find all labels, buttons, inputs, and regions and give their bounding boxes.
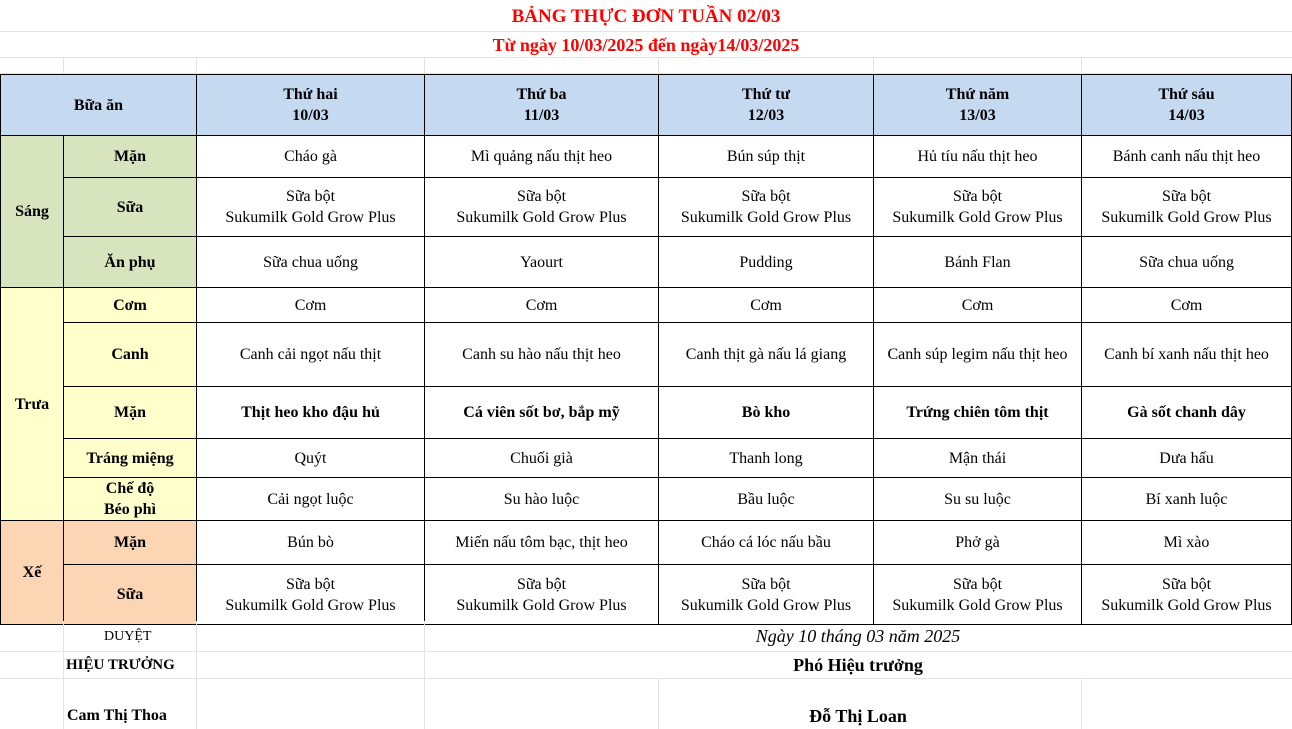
day-header-thu: Thứ năm 13/03 (874, 75, 1082, 136)
table-cell: Trứng chiên tôm thịt (874, 387, 1082, 439)
table-cell: Bún súp thịt (659, 136, 874, 178)
table-row (1, 136, 1292, 178)
table-row (1, 237, 1292, 288)
weekly-menu-table (0, 74, 1292, 625)
table-cell: Sữa bột Sukumilk Gold Grow Plus (874, 565, 1082, 625)
table-cell: Thanh long (659, 439, 874, 478)
table-cell: Sữa bột Sukumilk Gold Grow Plus (874, 178, 1082, 237)
table-row (1, 521, 1292, 565)
table-cell: Bí xanh luộc (1082, 478, 1292, 521)
table-cell: Mận thái (874, 439, 1082, 478)
dish-type-label: Mặn (64, 136, 197, 178)
table-cell: Canh thịt gà nấu lá giang (659, 323, 874, 387)
table-cell: Canh cải ngọt nấu thịt (197, 323, 425, 387)
table-cell: Sữa bột Sukumilk Gold Grow Plus (1082, 565, 1292, 625)
table-cell: Cơm (659, 288, 874, 323)
table-cell: Su hào luộc (425, 478, 659, 521)
table-cell: Bánh Flan (874, 237, 1082, 288)
meal-label-noon: Trưa (1, 288, 64, 521)
date-range-subtitle: Từ ngày 10/03/2025 đến ngày14/03/2025 (0, 32, 1292, 58)
table-row (1, 178, 1292, 237)
page-title: BẢNG THỰC ĐƠN TUẦN 02/03 (0, 0, 1292, 32)
table-row (1, 288, 1292, 323)
signature-footer (0, 621, 1292, 729)
table-cell: Thịt heo kho đậu hủ (197, 387, 425, 439)
table-cell: Sữa bột Sukumilk Gold Grow Plus (659, 178, 874, 237)
table-cell: Canh súp legim nấu thịt heo (874, 323, 1082, 387)
table-cell: Canh bí xanh nấu thịt heo (1082, 323, 1292, 387)
table-cell: Cải ngọt luộc (197, 478, 425, 521)
signing-date: Ngày 10 tháng 03 năm 2025 (755, 626, 961, 646)
dish-type-label: Mặn (64, 521, 197, 565)
table-cell: Bún bò (197, 521, 425, 565)
table-cell: Sữa chua uống (1082, 237, 1292, 288)
table-cell: Cơm (425, 288, 659, 323)
spacer-row (0, 58, 1292, 74)
table-cell: Bò kho (659, 387, 874, 439)
table-cell: Phở gà (874, 521, 1082, 565)
dish-type-label: Sữa (64, 178, 197, 237)
meal-label-morning: Sáng (1, 136, 64, 288)
day-header-tue: Thứ ba 11/03 (425, 75, 659, 136)
dish-type-label: Sữa (64, 565, 197, 625)
table-row (1, 323, 1292, 387)
table-cell: Chuối già (425, 439, 659, 478)
table-row (1, 439, 1292, 478)
table-cell: Yaourt (425, 237, 659, 288)
table-cell: Cá viên sốt bơ, bắp mỹ (425, 387, 659, 439)
approval-label: DUYỆT (104, 629, 152, 644)
dish-type-label: Cơm (64, 288, 197, 323)
table-cell: Gà sốt chanh dây (1082, 387, 1292, 439)
principal-name: Cam Thị Thoa (67, 707, 167, 724)
table-cell: Cháo cá lóc nấu bầu (659, 521, 874, 565)
table-cell: Mì xào (1082, 521, 1292, 565)
dish-type-label: Ăn phụ (64, 237, 197, 288)
table-cell: Sữa chua uống (197, 237, 425, 288)
table-cell: Pudding (659, 237, 874, 288)
table-cell: Cơm (874, 288, 1082, 323)
header-row (1, 75, 1292, 136)
table-cell: Cơm (197, 288, 425, 323)
table-cell: Quýt (197, 439, 425, 478)
table-cell: Sữa bột Sukumilk Gold Grow Plus (425, 565, 659, 625)
table-cell: Sữa bột Sukumilk Gold Grow Plus (197, 178, 425, 237)
table-cell: Su su luộc (874, 478, 1082, 521)
table-row (1, 565, 1292, 625)
meal-column-header: Bữa ăn (1, 75, 197, 136)
table-cell: Dưa hấu (1082, 439, 1292, 478)
table-cell: Bánh canh nấu thịt heo (1082, 136, 1292, 178)
table-cell: Sữa bột Sukumilk Gold Grow Plus (1082, 178, 1292, 237)
dish-type-label: Chế độ Béo phì (64, 478, 197, 521)
vice-principal-name: Đỗ Thị Loan (809, 706, 907, 726)
table-cell: Hủ tíu nấu thịt heo (874, 136, 1082, 178)
table-cell: Cơm (1082, 288, 1292, 323)
table-cell: Mì quảng nấu thịt heo (425, 136, 659, 178)
table-cell: Sữa bột Sukumilk Gold Grow Plus (425, 178, 659, 237)
table-cell: Canh su hào nấu thịt heo (425, 323, 659, 387)
dish-type-label: Mặn (64, 387, 197, 439)
table-cell: Miến nấu tôm bạc, thịt heo (425, 521, 659, 565)
table-cell: Bầu luộc (659, 478, 874, 521)
day-header-mon: Thứ hai 10/03 (197, 75, 425, 136)
dish-type-label: Canh (64, 323, 197, 387)
table-row (1, 387, 1292, 439)
vice-principal-title: Phó Hiệu trưởng (793, 655, 923, 675)
day-header-wed: Thứ tư 12/03 (659, 75, 874, 136)
table-cell: Sữa bột Sukumilk Gold Grow Plus (659, 565, 874, 625)
dish-type-label: Tráng miệng (64, 439, 197, 478)
principal-title: HIỆU TRƯỞNG (66, 657, 175, 673)
day-header-fri: Thứ sáu 14/03 (1082, 75, 1292, 136)
table-cell: Sữa bột Sukumilk Gold Grow Plus (197, 565, 425, 625)
meal-label-afternoon: Xế (1, 521, 64, 625)
table-row (1, 478, 1292, 521)
table-cell: Cháo gà (197, 136, 425, 178)
